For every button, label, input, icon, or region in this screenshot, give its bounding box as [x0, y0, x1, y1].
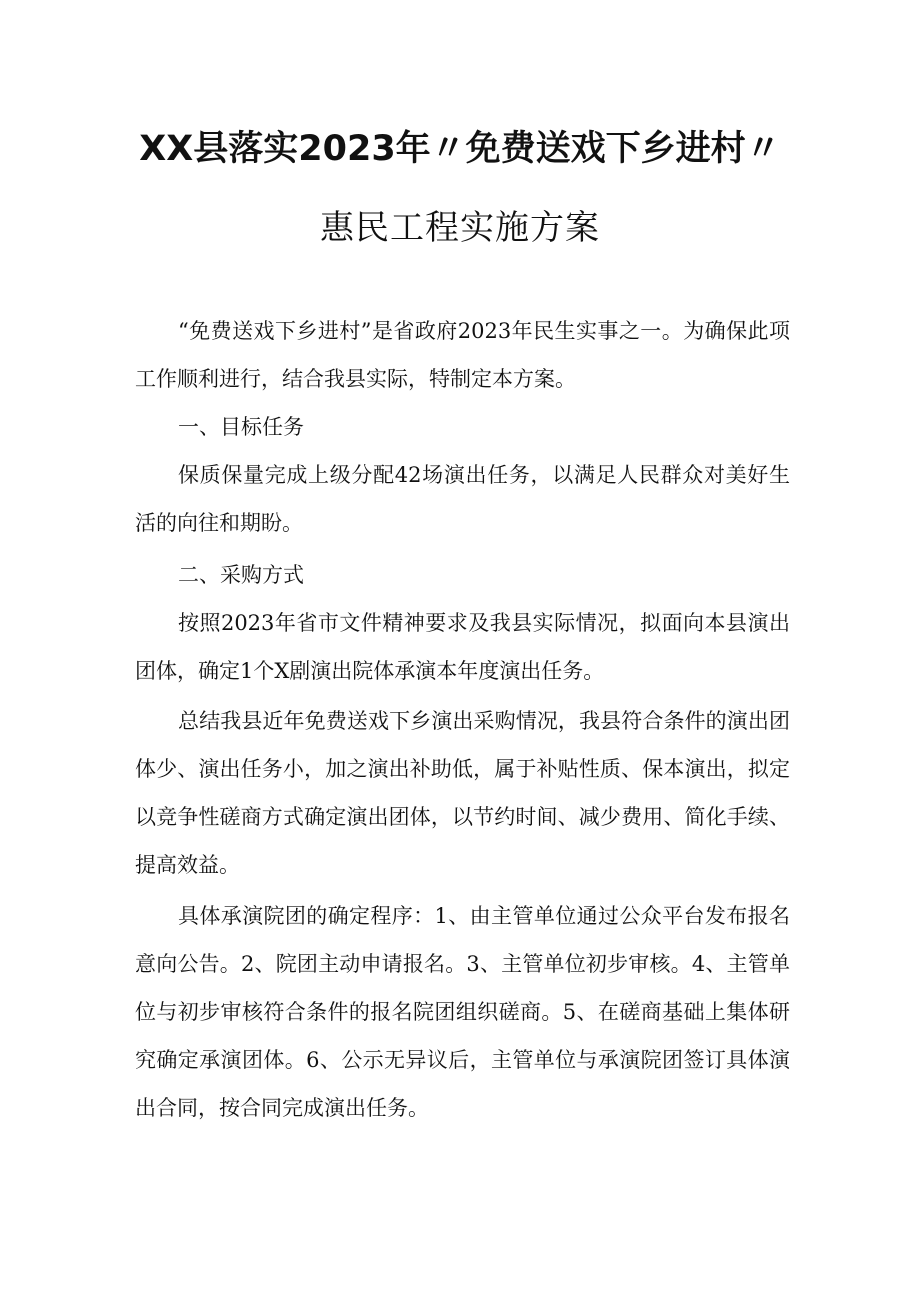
procurement-paragraph: 按照2023年省市文件精神要求及我县实际情况，拟面向本县演出团体，确定1个X剧演出院体承演本年度演出任务。: [135, 611, 790, 683]
section-heading-goals: 一、目标任务: [178, 415, 304, 439]
summary-paragraph: 总结我县近年免费送戏下乡演出采购情况，我县符合条件的演出团体少、演出任务小，加之演出补助低，属于补贴性质、保本演出，拟定以竞争性磋商方式确定演出团体，以节约时间、减少费用、简化手续、提高效益。: [135, 709, 790, 877]
goals-paragraph: 保质保量完成上级分配42场演出任务，以满足人民群众对美好生活的向往和期盼。: [135, 463, 790, 535]
intro-paragraph: “免费送戏下乡进村”是省政府2023年民生实事之一。为确保此项工作顺利进行，结合我县实际，特制定本方案。: [135, 319, 790, 391]
section-heading-procurement: 二、采购方式: [178, 563, 304, 587]
document-title-line-2: 惠民工程实施方案: [320, 208, 600, 248]
procedure-paragraph: 具体承演院团的确定程序：1、由主管单位通过公众平台发布报名意向公告。2、院团主动申请报名。3、主管单位初步审核。4、主管单位与初步审核符合条件的报名院团组织磋商。5、在磋商基础上集体研究确定承演团体。6、公示无异议后，主管单位与承演院团签订具体演出合同，按合同完成演出任务。: [135, 904, 790, 1120]
document-title-line-1: XX县落实2023年〃免费送戏下乡进村〃: [139, 129, 781, 169]
